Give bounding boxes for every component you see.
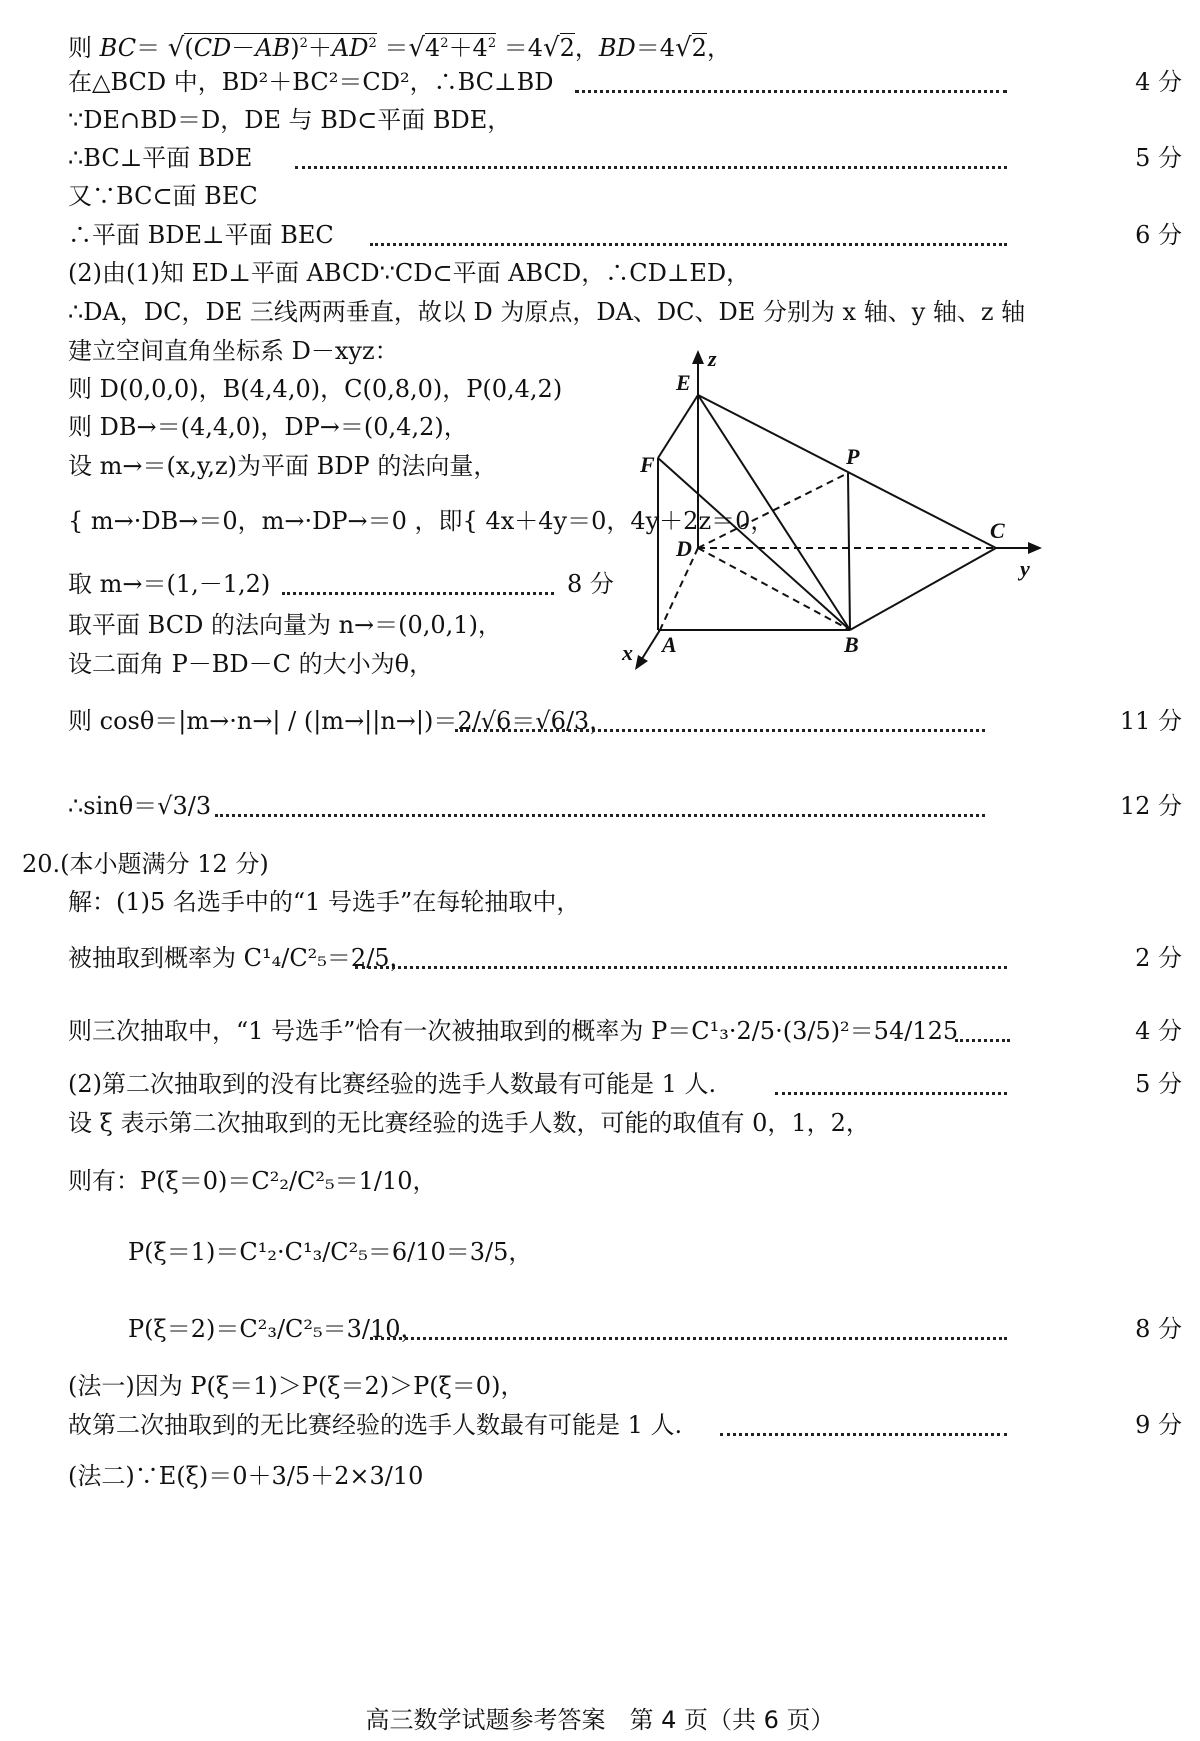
solution-line: 解：(1)5 名选手中的“1 号选手”在每轮抽取中， (68, 888, 581, 916)
label-y-axis: y (1020, 556, 1030, 581)
z-axis-arrow (692, 350, 704, 364)
solution-line: 建立空间直角坐标系 D－xyz： (68, 337, 399, 365)
pyramid-coordinate-figure (610, 340, 1060, 680)
x-axis-arrow (635, 655, 648, 670)
leader-dots (370, 241, 1007, 246)
solution-line: 设 ξ 表示第二次抽取到的无比赛经验的选手人数，可能的取值有 0，1，2， (68, 1109, 870, 1137)
leader-dots (455, 727, 985, 732)
score-label: 9 分 (1135, 1411, 1182, 1439)
label-C: C (990, 518, 1005, 543)
score-label: 8 分 (1135, 1315, 1182, 1343)
solution-line: 则 DB→＝(4,4,0)，DP→＝(0,4,2)， (68, 413, 468, 441)
score-label: 2 分 (1135, 944, 1182, 972)
solution-line: 取 m→＝(1,－1,2) (68, 570, 271, 598)
leader-dots (215, 812, 985, 817)
leader-dots (295, 164, 1007, 169)
solution-line: (法二)∵E(ξ)＝0＋3/5＋2×3/10 (68, 1462, 424, 1490)
solution-line: { m→·DB→＝0，m→·DP→＝0 ，即{ 4x＋4y＝0，4y＋2z＝0， (68, 507, 775, 535)
leader-dots (282, 590, 554, 595)
score-label: 5 分 (1135, 144, 1182, 172)
leader-dots (575, 88, 1007, 93)
leader-dots (955, 1037, 1010, 1042)
solution-line: ∴DA，DC，DE 三线两两垂直，故以 D 为原点，DA、DC、DE 分别为 x 轴、y 轴、z 轴 (68, 298, 1026, 326)
solution-line: ∵DE∩BD＝D，DE 与 BD⊂平面 BDE， (68, 106, 512, 134)
solution-line: (2)第二次抽取到的没有比赛经验的选手人数最有可能是 1 人. (68, 1070, 717, 1098)
solution-line: 又∵BC⊂面 BEC (68, 182, 258, 210)
solution-line: ∴sinθ＝√3/3 (68, 792, 212, 820)
edge-DB-hidden (698, 548, 850, 630)
solution-line: 设二面角 P－BD－C 的大小为θ， (68, 650, 434, 678)
label-x-axis: x (622, 640, 633, 665)
score-label: 11 分 (1119, 707, 1182, 735)
score-label: 4 分 (1135, 1017, 1182, 1045)
label-B: B (844, 632, 859, 657)
leader-dots (370, 1335, 1007, 1340)
score-label: 12 分 (1119, 792, 1182, 820)
score-label: 5 分 (1135, 1070, 1182, 1098)
score-label: 8 分 (567, 570, 614, 598)
page-footer: 高三数学试题参考答案 第 4 页（共 6 页） (365, 1706, 835, 1734)
label-z-axis: z (708, 346, 717, 371)
solution-line: ∴BC⊥平面 BDE (68, 144, 253, 172)
solution-line: 被抽取到概率为 C¹₄/C²₅＝2/5， (68, 944, 414, 972)
label-A: A (662, 632, 677, 657)
edge-EF (658, 395, 698, 458)
question-heading: 20.(本小题满分 12 分) (22, 850, 269, 878)
solution-line: 则有：P(ξ＝0)＝C²₂/C²₅＝1/10， (68, 1167, 437, 1195)
solution-line: P(ξ＝2)＝C²₃/C²₅＝3/10， (128, 1315, 425, 1343)
solution-line: 在△BCD 中，BD²＋BC²＝CD²，∴BC⊥BD (68, 68, 554, 96)
leader-dots (775, 1090, 1007, 1095)
leader-dots (355, 964, 1007, 969)
solution-line: 则三次抽取中，“1 号选手”恰有一次被抽取到的概率为 P＝C¹₃·2/5·(3/5)²＝54/125 (68, 1017, 959, 1045)
solution-line: 则 $BC= √(CD-AB)^2+AD^2 =√4^2+4^2 =4√2$，BD＝4√2， (68, 33, 731, 63)
solution-line: 则 cosθ＝|m→·n→| / (|m→||n→|)＝2/√6＝√6/3， (68, 707, 614, 735)
solution-line: (法一)因为 P(ξ＝1)＞P(ξ＝2)＞P(ξ＝0)， (68, 1372, 525, 1400)
solution-line: 设 m→＝(x,y,z)为平面 BDP 的法向量， (68, 452, 498, 480)
label-D: D (676, 536, 692, 561)
solution-line: 取平面 BCD 的法向量为 n→＝(0,0,1)， (68, 611, 502, 639)
label-F: F (640, 452, 655, 477)
edge-BC (850, 548, 996, 630)
solution-line: ∴平面 BDE⊥平面 BEC (68, 221, 334, 249)
score-label: 4 分 (1135, 68, 1182, 96)
edge-PB (848, 473, 850, 630)
score-label: 6 分 (1135, 221, 1182, 249)
solution-line: 故第二次抽取到的无比赛经验的选手人数最有可能是 1 人. (68, 1411, 683, 1439)
solution-line: 则 D(0,0,0)，B(4,4,0)，C(0,8,0)，P(0,4,2) (68, 375, 563, 403)
leader-dots (720, 1431, 1007, 1436)
y-axis-arrow (1028, 542, 1042, 554)
solution-line: (2)由(1)知 ED⊥平面 ABCD∵CD⊂平面 ABCD，∴CD⊥ED， (68, 259, 751, 287)
label-E: E (676, 370, 691, 395)
solution-line: P(ξ＝1)＝C¹₂·C¹₃/C²₅＝6/10＝3/5， (128, 1238, 533, 1266)
label-P: P (846, 444, 860, 469)
x-axis-visible (640, 630, 660, 662)
edge-EB (698, 395, 850, 630)
